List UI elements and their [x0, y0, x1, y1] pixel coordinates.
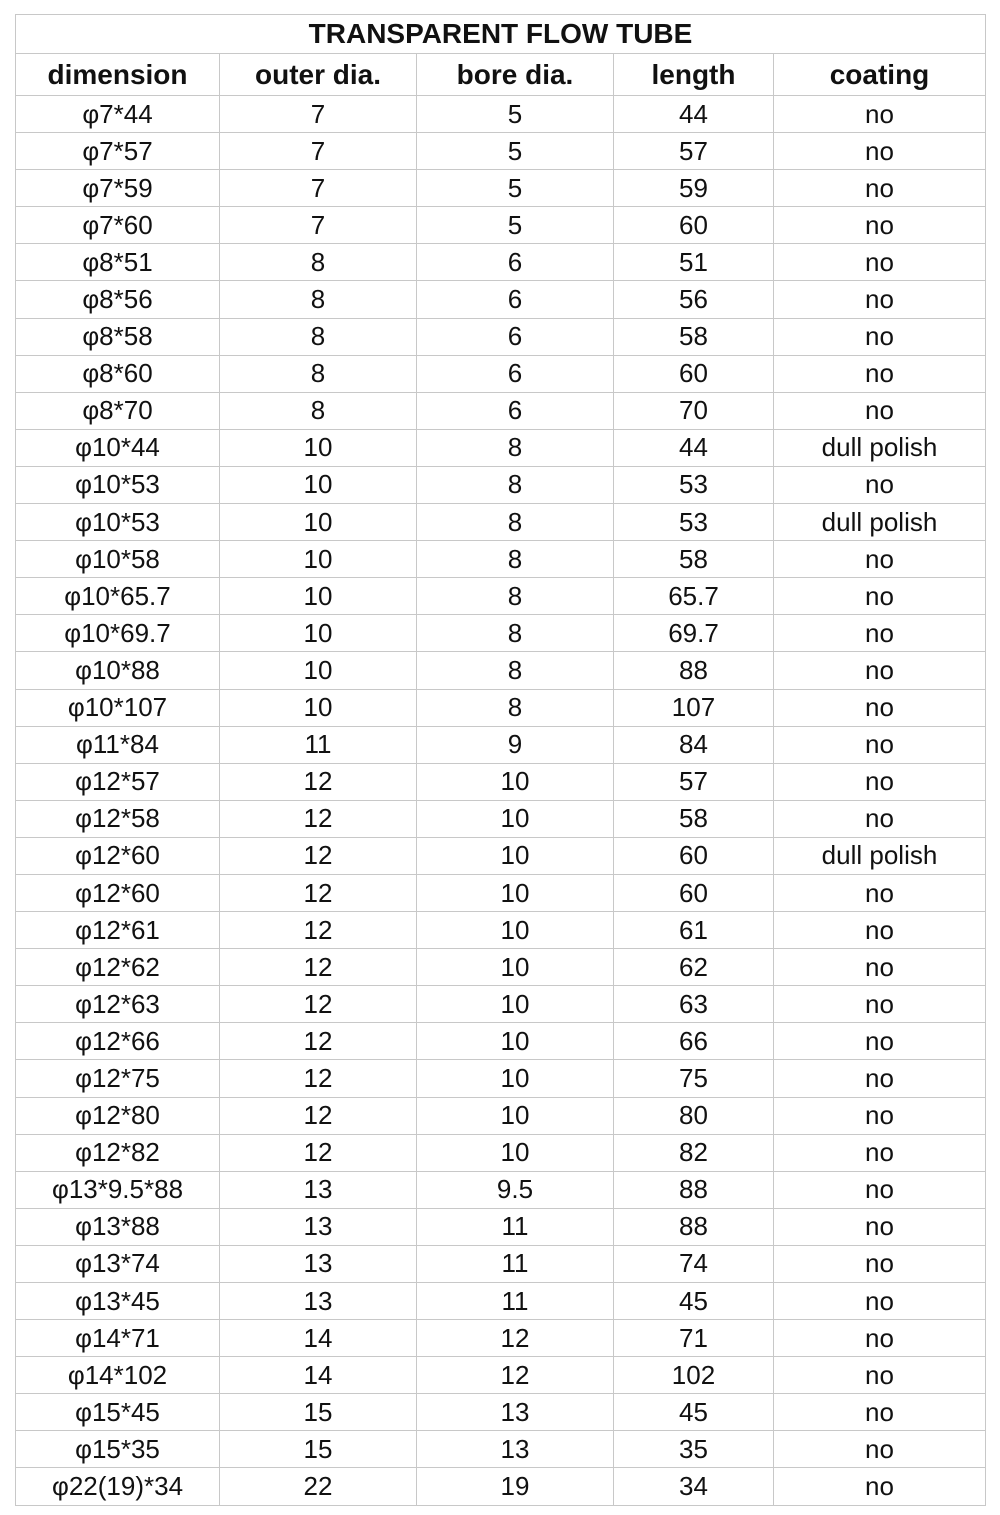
cell-length: 53	[614, 504, 774, 541]
cell-dimension: φ10*107	[16, 689, 220, 726]
cell-coating: no	[774, 1431, 986, 1468]
cell-dimension: φ10*58	[16, 541, 220, 578]
cell-bore-dia: 8	[417, 541, 614, 578]
table-body	[16, 96, 986, 1506]
cell-length: 71	[614, 1320, 774, 1357]
cell-coating: dull polish	[774, 429, 986, 466]
cell-length: 66	[614, 1023, 774, 1060]
cell-bore-dia: 10	[417, 837, 614, 874]
cell-bore-dia: 8	[417, 504, 614, 541]
flow-tube-table	[15, 14, 986, 1506]
cell-coating: no	[774, 170, 986, 207]
spec-sheet	[15, 14, 985, 1506]
table-row	[16, 207, 986, 244]
cell-length: 58	[614, 541, 774, 578]
table-row	[16, 1134, 986, 1171]
cell-bore-dia: 5	[417, 170, 614, 207]
cell-length: 60	[614, 874, 774, 911]
cell-dimension: φ8*60	[16, 355, 220, 392]
cell-outer-dia: 8	[220, 318, 417, 355]
cell-bore-dia: 8	[417, 615, 614, 652]
cell-bore-dia: 10	[417, 763, 614, 800]
cell-bore-dia: 11	[417, 1245, 614, 1282]
cell-dimension: φ7*60	[16, 207, 220, 244]
cell-length: 80	[614, 1097, 774, 1134]
cell-dimension: φ12*61	[16, 912, 220, 949]
cell-dimension: φ7*44	[16, 96, 220, 133]
cell-length: 61	[614, 912, 774, 949]
cell-outer-dia: 15	[220, 1394, 417, 1431]
cell-bore-dia: 6	[417, 318, 614, 355]
cell-bore-dia: 10	[417, 800, 614, 837]
table-row	[16, 578, 986, 615]
cell-dimension: φ12*75	[16, 1060, 220, 1097]
cell-dimension: φ13*45	[16, 1283, 220, 1320]
cell-coating: no	[774, 652, 986, 689]
cell-coating: no	[774, 578, 986, 615]
cell-outer-dia: 12	[220, 837, 417, 874]
cell-dimension: φ10*69.7	[16, 615, 220, 652]
cell-dimension: φ10*44	[16, 429, 220, 466]
cell-outer-dia: 12	[220, 1134, 417, 1171]
cell-outer-dia: 10	[220, 429, 417, 466]
cell-coating: no	[774, 1023, 986, 1060]
cell-outer-dia: 10	[220, 504, 417, 541]
cell-bore-dia: 10	[417, 986, 614, 1023]
table-row	[16, 504, 986, 541]
cell-coating: no	[774, 689, 986, 726]
cell-bore-dia: 5	[417, 96, 614, 133]
cell-length: 88	[614, 652, 774, 689]
cell-coating: no	[774, 281, 986, 318]
cell-coating: no	[774, 1060, 986, 1097]
cell-dimension: φ7*57	[16, 133, 220, 170]
table-row	[16, 726, 986, 763]
cell-length: 69.7	[614, 615, 774, 652]
cell-dimension: φ10*65.7	[16, 578, 220, 615]
cell-dimension: φ11*84	[16, 726, 220, 763]
cell-coating: no	[774, 466, 986, 503]
cell-outer-dia: 14	[220, 1320, 417, 1357]
cell-dimension: φ13*74	[16, 1245, 220, 1282]
column-header-length: length	[614, 54, 774, 96]
cell-bore-dia: 6	[417, 355, 614, 392]
cell-bore-dia: 10	[417, 1097, 614, 1134]
cell-coating: no	[774, 1208, 986, 1245]
cell-outer-dia: 7	[220, 207, 417, 244]
column-header-dimension: dimension	[16, 54, 220, 96]
cell-bore-dia: 12	[417, 1357, 614, 1394]
cell-length: 102	[614, 1357, 774, 1394]
table-row	[16, 1171, 986, 1208]
cell-length: 60	[614, 837, 774, 874]
cell-outer-dia: 12	[220, 1023, 417, 1060]
cell-bore-dia: 10	[417, 1060, 614, 1097]
cell-bore-dia: 11	[417, 1208, 614, 1245]
cell-outer-dia: 12	[220, 949, 417, 986]
cell-length: 75	[614, 1060, 774, 1097]
cell-dimension: φ8*70	[16, 392, 220, 429]
cell-bore-dia: 5	[417, 207, 614, 244]
table-row	[16, 541, 986, 578]
cell-coating: no	[774, 1245, 986, 1282]
table-row	[16, 1097, 986, 1134]
cell-dimension: φ12*66	[16, 1023, 220, 1060]
cell-length: 88	[614, 1171, 774, 1208]
cell-outer-dia: 12	[220, 763, 417, 800]
cell-bore-dia: 8	[417, 466, 614, 503]
column-header-coating: coating	[774, 54, 986, 96]
table-row	[16, 1023, 986, 1060]
cell-length: 82	[614, 1134, 774, 1171]
table-row	[16, 133, 986, 170]
table-title: TRANSPARENT FLOW TUBE	[16, 15, 986, 54]
cell-outer-dia: 10	[220, 652, 417, 689]
cell-bore-dia: 8	[417, 652, 614, 689]
table-row	[16, 429, 986, 466]
cell-length: 88	[614, 1208, 774, 1245]
cell-outer-dia: 11	[220, 726, 417, 763]
table-row	[16, 1320, 986, 1357]
cell-length: 34	[614, 1468, 774, 1505]
cell-outer-dia: 13	[220, 1283, 417, 1320]
cell-coating: no	[774, 207, 986, 244]
cell-coating: no	[774, 1394, 986, 1431]
cell-length: 51	[614, 244, 774, 281]
cell-dimension: φ12*60	[16, 874, 220, 911]
cell-outer-dia: 8	[220, 281, 417, 318]
table-row	[16, 1283, 986, 1320]
cell-coating: no	[774, 1097, 986, 1134]
cell-dimension: φ14*102	[16, 1357, 220, 1394]
cell-outer-dia: 12	[220, 1097, 417, 1134]
cell-length: 58	[614, 800, 774, 837]
cell-outer-dia: 13	[220, 1208, 417, 1245]
table-row	[16, 96, 986, 133]
cell-length: 56	[614, 281, 774, 318]
cell-coating: no	[774, 763, 986, 800]
cell-coating: no	[774, 615, 986, 652]
table-row	[16, 800, 986, 837]
table-row	[16, 986, 986, 1023]
cell-outer-dia: 13	[220, 1171, 417, 1208]
cell-outer-dia: 12	[220, 912, 417, 949]
table-row	[16, 466, 986, 503]
table-row	[16, 1394, 986, 1431]
table-row	[16, 615, 986, 652]
cell-length: 45	[614, 1394, 774, 1431]
cell-outer-dia: 8	[220, 244, 417, 281]
cell-coating: no	[774, 800, 986, 837]
table-row	[16, 1357, 986, 1394]
table-row	[16, 1468, 986, 1505]
cell-bore-dia: 12	[417, 1320, 614, 1357]
cell-dimension: φ15*35	[16, 1431, 220, 1468]
cell-dimension: φ7*59	[16, 170, 220, 207]
cell-coating: no	[774, 912, 986, 949]
table-row	[16, 244, 986, 281]
table-row	[16, 281, 986, 318]
cell-dimension: φ12*60	[16, 837, 220, 874]
cell-outer-dia: 7	[220, 170, 417, 207]
cell-coating: no	[774, 1468, 986, 1505]
cell-outer-dia: 15	[220, 1431, 417, 1468]
cell-coating: no	[774, 318, 986, 355]
table-row	[16, 874, 986, 911]
cell-dimension: φ14*71	[16, 1320, 220, 1357]
table-row	[16, 392, 986, 429]
cell-outer-dia: 12	[220, 874, 417, 911]
cell-bore-dia: 5	[417, 133, 614, 170]
cell-coating: no	[774, 355, 986, 392]
table-row	[16, 1208, 986, 1245]
cell-length: 58	[614, 318, 774, 355]
cell-dimension: φ15*45	[16, 1394, 220, 1431]
table-row	[16, 689, 986, 726]
cell-coating: dull polish	[774, 837, 986, 874]
cell-length: 57	[614, 763, 774, 800]
table-row	[16, 170, 986, 207]
cell-dimension: φ12*80	[16, 1097, 220, 1134]
column-header-bore-dia: bore dia.	[417, 54, 614, 96]
cell-length: 107	[614, 689, 774, 726]
cell-bore-dia: 9.5	[417, 1171, 614, 1208]
cell-length: 44	[614, 429, 774, 466]
cell-coating: no	[774, 1283, 986, 1320]
cell-bore-dia: 13	[417, 1431, 614, 1468]
table-row	[16, 763, 986, 800]
cell-bore-dia: 6	[417, 392, 614, 429]
cell-coating: no	[774, 874, 986, 911]
cell-coating: no	[774, 726, 986, 763]
cell-length: 62	[614, 949, 774, 986]
cell-outer-dia: 10	[220, 578, 417, 615]
cell-dimension: φ12*82	[16, 1134, 220, 1171]
cell-length: 70	[614, 392, 774, 429]
cell-dimension: φ10*88	[16, 652, 220, 689]
cell-outer-dia: 7	[220, 96, 417, 133]
cell-dimension: φ8*56	[16, 281, 220, 318]
cell-coating: dull polish	[774, 504, 986, 541]
cell-bore-dia: 6	[417, 281, 614, 318]
table-row	[16, 1245, 986, 1282]
header-row	[16, 54, 986, 96]
cell-coating: no	[774, 1320, 986, 1357]
cell-dimension: φ12*62	[16, 949, 220, 986]
cell-outer-dia: 8	[220, 392, 417, 429]
cell-outer-dia: 22	[220, 1468, 417, 1505]
cell-bore-dia: 6	[417, 244, 614, 281]
cell-length: 45	[614, 1283, 774, 1320]
cell-coating: no	[774, 244, 986, 281]
column-header-outer-dia: outer dia.	[220, 54, 417, 96]
table-row	[16, 652, 986, 689]
cell-coating: no	[774, 1134, 986, 1171]
cell-outer-dia: 14	[220, 1357, 417, 1394]
cell-bore-dia: 8	[417, 429, 614, 466]
cell-outer-dia: 10	[220, 689, 417, 726]
cell-outer-dia: 10	[220, 615, 417, 652]
cell-bore-dia: 10	[417, 1023, 614, 1060]
cell-length: 60	[614, 207, 774, 244]
cell-dimension: φ12*57	[16, 763, 220, 800]
cell-outer-dia: 7	[220, 133, 417, 170]
cell-bore-dia: 13	[417, 1394, 614, 1431]
cell-dimension: φ8*58	[16, 318, 220, 355]
cell-outer-dia: 10	[220, 466, 417, 503]
cell-length: 63	[614, 986, 774, 1023]
cell-outer-dia: 13	[220, 1245, 417, 1282]
cell-dimension: φ10*53	[16, 466, 220, 503]
cell-bore-dia: 10	[417, 874, 614, 911]
cell-bore-dia: 10	[417, 1134, 614, 1171]
cell-coating: no	[774, 949, 986, 986]
cell-length: 53	[614, 466, 774, 503]
cell-outer-dia: 10	[220, 541, 417, 578]
cell-coating: no	[774, 1357, 986, 1394]
table-row	[16, 355, 986, 392]
cell-length: 59	[614, 170, 774, 207]
cell-length: 60	[614, 355, 774, 392]
table-row	[16, 1431, 986, 1468]
title-row	[16, 15, 986, 54]
table-row	[16, 837, 986, 874]
cell-coating: no	[774, 1171, 986, 1208]
cell-coating: no	[774, 541, 986, 578]
cell-outer-dia: 12	[220, 1060, 417, 1097]
cell-outer-dia: 12	[220, 986, 417, 1023]
cell-length: 74	[614, 1245, 774, 1282]
cell-outer-dia: 8	[220, 355, 417, 392]
cell-dimension: φ13*88	[16, 1208, 220, 1245]
table-row	[16, 1060, 986, 1097]
cell-length: 65.7	[614, 578, 774, 615]
table-row	[16, 949, 986, 986]
cell-dimension: φ13*9.5*88	[16, 1171, 220, 1208]
cell-coating: no	[774, 133, 986, 170]
cell-bore-dia: 8	[417, 578, 614, 615]
cell-bore-dia: 11	[417, 1283, 614, 1320]
cell-outer-dia: 12	[220, 800, 417, 837]
table-row	[16, 318, 986, 355]
cell-bore-dia: 9	[417, 726, 614, 763]
cell-bore-dia: 10	[417, 912, 614, 949]
cell-dimension: φ12*63	[16, 986, 220, 1023]
cell-bore-dia: 19	[417, 1468, 614, 1505]
cell-length: 57	[614, 133, 774, 170]
cell-dimension: φ8*51	[16, 244, 220, 281]
cell-length: 84	[614, 726, 774, 763]
cell-length: 35	[614, 1431, 774, 1468]
cell-dimension: φ22(19)*34	[16, 1468, 220, 1505]
cell-dimension: φ10*53	[16, 504, 220, 541]
cell-coating: no	[774, 392, 986, 429]
cell-coating: no	[774, 986, 986, 1023]
cell-bore-dia: 8	[417, 689, 614, 726]
cell-coating: no	[774, 96, 986, 133]
cell-bore-dia: 10	[417, 949, 614, 986]
cell-length: 44	[614, 96, 774, 133]
table-row	[16, 912, 986, 949]
cell-dimension: φ12*58	[16, 800, 220, 837]
